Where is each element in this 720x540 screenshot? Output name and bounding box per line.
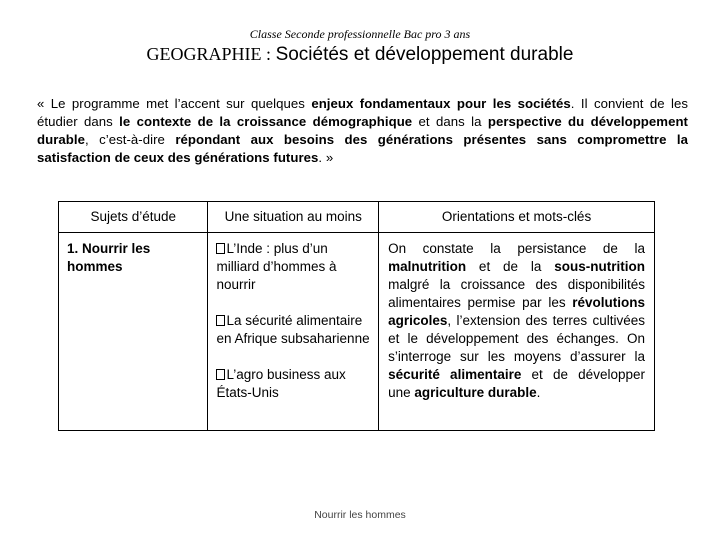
program-table — [58, 201, 655, 431]
keyword: révolutions agricoles — [388, 295, 645, 328]
quote-emphasis: le contexte de la croissance démographique — [119, 114, 413, 129]
header-orientations: Orientations et mots-clés — [379, 202, 655, 233]
situation-item: L’agro business aux États-Unis — [216, 367, 346, 400]
keyword: agriculture durable — [414, 385, 537, 400]
situation-item: L’Inde : plus d’un milliard d’hommes à nourrir — [216, 241, 337, 292]
orientations-cell: On constate la persistance de la malnutrition et de la sous-nutrition malgré la croissance des disponibilités alimentaires permise par les révolutions agricoles, l’extension des terres cultivées et le développement des échanges. On s’interroge sur les moyens d’assurer la sécurité alimentaire et de développer une agriculture durable. — [379, 233, 655, 431]
quote-emphasis: perspective du développement durable — [37, 114, 688, 147]
keyword: malnutrition — [388, 259, 467, 274]
program-quote — [37, 95, 688, 167]
header-subjects: Sujets d’étude — [59, 202, 208, 233]
study-subject: 1. Nourrir les hommes — [59, 233, 208, 431]
bullet-box-icon — [216, 315, 225, 326]
quote-text: . » — [318, 150, 334, 165]
title-separator: : — [261, 44, 276, 64]
quote-emphasis: répondant aux besoins des générations présentes sans compromettre la satisfaction de ceux des générations futures — [37, 132, 688, 165]
situations-cell — [208, 233, 379, 431]
subject-name: GEOGRAPHIE — [146, 44, 262, 64]
slide-footer: Nourrir les hommes — [314, 509, 406, 521]
keyword: sécurité alimentaire — [388, 367, 522, 382]
quote-text: « Le programme met l’accent sur quelques — [37, 96, 312, 111]
bullet-box-icon — [216, 243, 225, 254]
quote-emphasis: enjeux fondamentaux pour les sociétés — [311, 96, 571, 111]
bullet-box-icon — [216, 369, 225, 380]
course-subtitle: Classe Seconde professionnelle Bac pro 3 ans — [249, 27, 471, 41]
situation-item: La sécurité alimentaire en Afrique subsaharienne — [216, 313, 370, 346]
header-situation: Une situation au moins — [208, 202, 379, 233]
keyword: sous-nutrition — [554, 259, 645, 274]
quote-text: , c’est-à-dire — [84, 132, 176, 147]
quote-text: . Il convient de les étudier dans — [37, 96, 689, 129]
table-header-row — [59, 202, 655, 233]
theme-title: Sociétés et développement durable — [275, 44, 574, 65]
table-row — [59, 233, 655, 431]
quote-text: et dans la — [412, 114, 488, 129]
page-title — [0, 44, 720, 66]
